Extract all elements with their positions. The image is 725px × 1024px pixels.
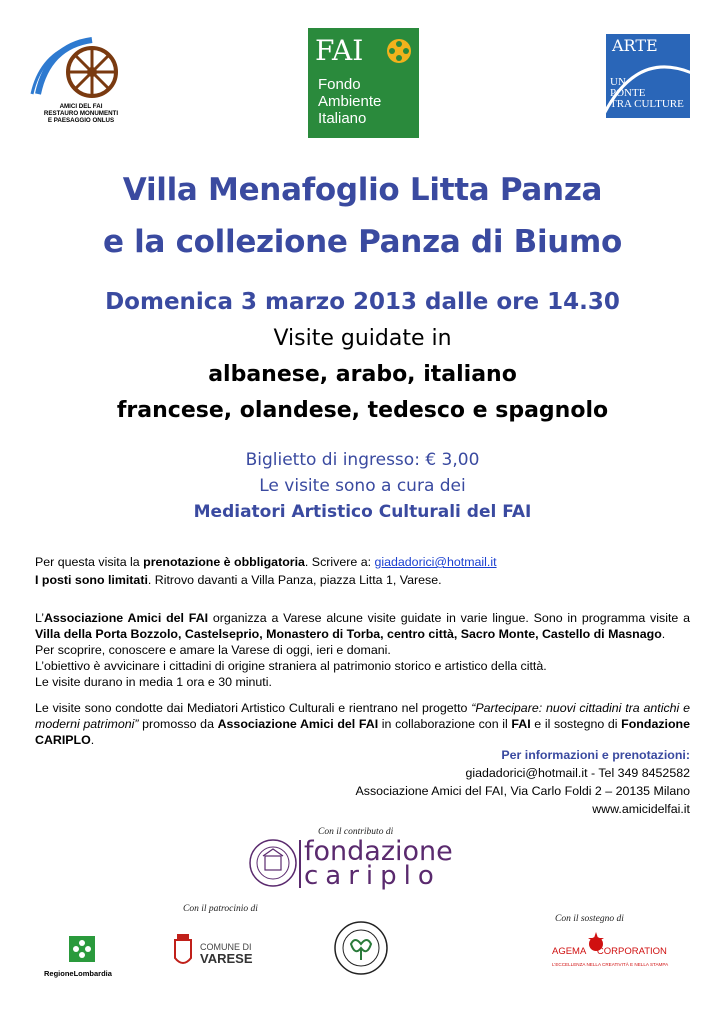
- universita-insubria-seal-icon: [333, 920, 389, 976]
- sostegno-label: Con il sostegno di: [555, 914, 624, 924]
- limited-seats: I posti sono limitati: [35, 573, 148, 587]
- p2-i: .: [90, 733, 95, 747]
- p1-places: Villa della Porta Bozzolo, Castelseprio, Monastero di Torba, centro città, Sacro Monte, Castello di Masnago: [35, 627, 662, 641]
- varese-crest-icon: [172, 932, 194, 970]
- patrocinio-label: Con il patrocinio di: [183, 904, 258, 914]
- arte-line2: PONTE: [610, 87, 646, 99]
- p2-c: promosso da: [138, 717, 218, 731]
- cariplo-text: cariplo: [304, 861, 441, 891]
- amici-logo-line2: RESTAURO MONUMENTI: [43, 110, 119, 117]
- p1-e: .: [661, 627, 666, 641]
- project-paragraph: [35, 700, 690, 748]
- title-line1: Villa Menafoglio Litta Panza: [122, 172, 603, 208]
- ticket-price: Biglietto di ingresso: € 3,00: [245, 450, 480, 470]
- contact-block: [300, 746, 690, 818]
- fai-mark: FAI: [315, 34, 364, 67]
- p2-cariplo: Fondazione CARIPLO: [35, 717, 691, 747]
- p2-g: e il sostegno di: [530, 717, 622, 731]
- fai-flower-icon: [386, 38, 412, 64]
- p2-assoc: Associazione Amici del FAI: [217, 717, 379, 731]
- p1-line4: Le visite durano in media 1 ora e 30 minuti.: [35, 675, 272, 689]
- p1-line2: Per scoprire, conoscere e amare la Varese di oggi, ieri e domani.: [35, 643, 391, 657]
- lombardia-rose-icon: [44, 934, 124, 964]
- contact-address: Associazione Amici del FAI, Via Carlo Foldi 2 – 20135 Milano: [355, 784, 690, 798]
- arte-line1: UN: [610, 76, 626, 88]
- lombardia-label: RegioneLombardia: [44, 969, 112, 978]
- contact-heading: Per informazioni e prenotazioni:: [501, 748, 690, 762]
- booking-info: [35, 553, 695, 589]
- comune-varese-logo: [172, 930, 252, 974]
- comune-line2: VARESE: [200, 951, 253, 966]
- fai-line3: Italiano: [318, 110, 367, 127]
- p1-assoc: Associazione Amici del FAI: [43, 611, 209, 625]
- amici-del-fai-logo: [30, 36, 130, 124]
- cariplo-divider: [299, 840, 301, 888]
- comune-line1: COMUNE DI: [200, 942, 252, 952]
- p1-c: organizza a Varese alcune visite guidate in varie lingue. Sono in programma visite a: [208, 611, 691, 625]
- arte-ponte-logo: [606, 34, 690, 118]
- booking-required: prenotazione è obbligatoria: [143, 555, 305, 569]
- event-date: Domenica 3 marzo 2013 dalle ore 14.30: [105, 289, 620, 315]
- regione-lombardia-logo: [44, 934, 124, 976]
- p2-fai: FAI: [511, 717, 531, 731]
- subtitle: Visite guidate in: [273, 326, 452, 351]
- contact-website[interactable]: www.amicidelfai.it: [592, 802, 690, 816]
- p2-project: “Partecipare: nuovi cittadini tra antichi e moderni patrimoni”: [35, 701, 690, 731]
- arte-top: ARTE: [612, 36, 658, 55]
- arte-line3: TRA CULTURE: [610, 98, 684, 110]
- booking-write-to: . Scrivere a:: [304, 555, 375, 569]
- p1-line3: L’obiettivo è avvicinare i cittadini di origine straniera al patrimonio storico e artistico della città.: [35, 659, 547, 673]
- fai-logo: [308, 28, 419, 138]
- booking-email-link[interactable]: giadadorici@hotmail.it: [374, 555, 497, 569]
- booking-text: Per questa visita la: [35, 555, 144, 569]
- agema-corporation-logo: [552, 932, 672, 976]
- p1-a: L’: [35, 611, 44, 625]
- contributo-label: Con il contributo di: [318, 827, 394, 837]
- ticket-line3: Mediatori Artistico Culturali del FAI: [193, 502, 532, 522]
- languages-line1: albanese, arabo, italiano: [208, 362, 517, 387]
- title-line2: e la collezione Panza di Biumo: [102, 224, 623, 260]
- amici-logo-line1: AMICI DEL FAI: [59, 103, 103, 110]
- fai-line1: Fondo: [318, 76, 361, 93]
- fai-line2: Ambiente: [318, 93, 382, 110]
- contact-email-phone: giadadorici@hotmail.it - Tel 349 8452582: [465, 766, 690, 780]
- p2-e: in collaborazione con il: [378, 717, 512, 731]
- fondazione-text: fondazione: [304, 836, 453, 867]
- wheel-icon: [30, 36, 130, 98]
- ticket-line2: Le visite sono a cura dei: [259, 476, 466, 496]
- cariplo-seal-icon: [248, 838, 298, 888]
- description-paragraph: [35, 610, 690, 690]
- agema-corporation: CORPORATION: [596, 946, 667, 957]
- agema-tagline: L’ECCELLENZA NELLA CREATIVITÀ E NELLA STAMPA: [552, 962, 669, 967]
- amici-logo-line3: E PAESAGGIO ONLUS: [47, 117, 115, 124]
- meeting-point: . Ritrovo davanti a Villa Panza, piazza Litta 1, Varese.: [147, 573, 442, 587]
- agema-name: AGEMA: [552, 946, 587, 957]
- p2-a: Le visite sono condotte dai Mediatori Artistico Culturali e rientrano nel progetto: [35, 701, 472, 715]
- languages-line2: francese, olandese, tedesco e spagnolo: [116, 398, 609, 423]
